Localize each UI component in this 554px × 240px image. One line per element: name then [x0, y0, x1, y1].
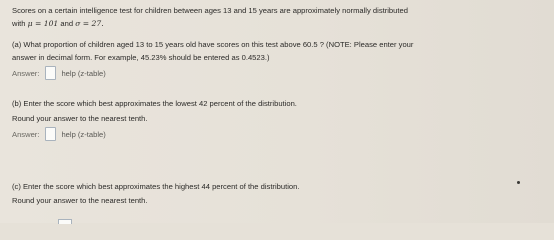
intro-and: and [60, 19, 74, 28]
part-b-answer-input[interactable] [45, 127, 56, 141]
part-c-question-line-2: Round your answer to the nearest tenth. [12, 196, 148, 205]
intro-line-2 [12, 19, 104, 28]
part-a-answer-label: Answer: [12, 68, 40, 78]
part-b-help-link[interactable]: help (z-table) [61, 129, 106, 139]
part-b-answer-row [12, 127, 106, 141]
mu-value: μ = 101 [27, 19, 59, 28]
mouse-cursor-icon [517, 181, 520, 184]
sigma-value: σ = 27. [75, 19, 104, 28]
intro-with: with [12, 19, 26, 28]
part-b-question-line-2: Round your answer to the nearest tenth. [12, 114, 148, 123]
part-a-answer-input[interactable] [45, 66, 56, 80]
intro-line-1: Scores on a certain intelligence test for children between ages 13 and 15 years are approximately normally distributed [12, 6, 408, 15]
part-a-question-line-2: answer in decimal form. For example, 45.23% should be entered as 0.4523.) [12, 53, 270, 62]
part-a-help-link[interactable]: help (z-table) [61, 68, 106, 78]
part-b-answer-label: Answer: [12, 129, 40, 139]
part-c-answer-input[interactable] [58, 219, 72, 224]
part-b-question-line-1: (b) Enter the score which best approximates the lowest 42 percent of the distribution. [12, 99, 297, 108]
part-c-question-line-1: (c) Enter the score which best approximates the highest 44 percent of the distribution. [12, 182, 300, 191]
part-a-answer-row [12, 66, 106, 80]
part-a-question-line-1: (a) What proportion of children aged 13 to 15 years old have scores on this test above 60.5 ? (NOTE: Please enter your [12, 40, 414, 49]
